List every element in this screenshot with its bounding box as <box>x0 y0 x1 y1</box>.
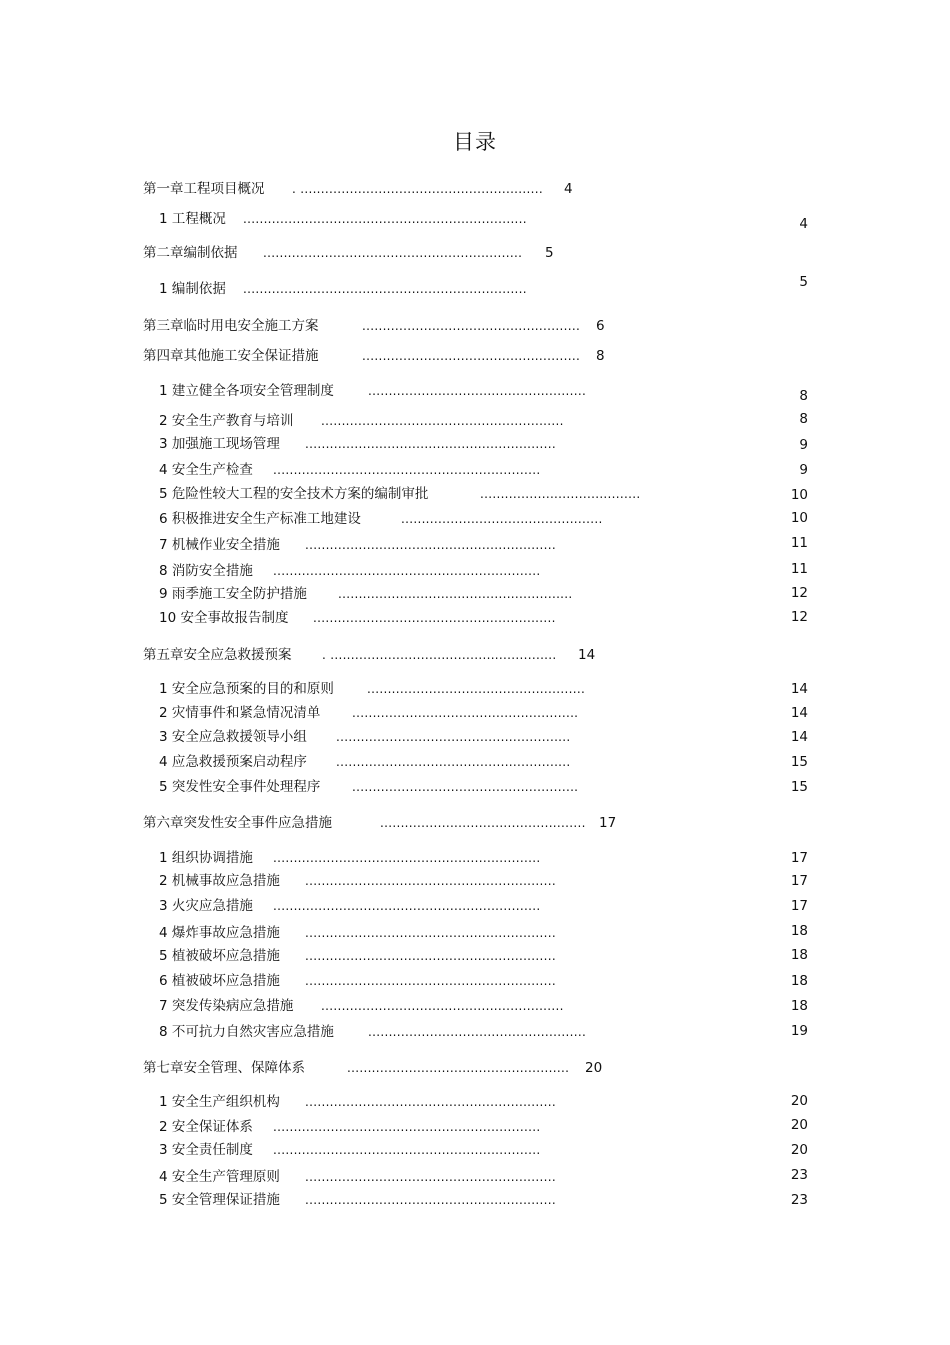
toc-dot-leader: ..................................................... <box>362 319 581 333</box>
toc-page-number: 10 <box>790 487 808 503</box>
toc-page-number: 18 <box>790 923 808 939</box>
toc-page-number: 8 <box>596 348 605 364</box>
toc-page-number: 5 <box>545 245 554 261</box>
toc-section-entry <box>0 1141 950 1159</box>
toc-page-number: 18 <box>790 998 808 1014</box>
toc-section-entry <box>0 1168 950 1186</box>
toc-entry-label: 第四章其他施工安全保证措施 <box>143 348 319 364</box>
toc-dot-leader: ............................................................. <box>305 1170 556 1184</box>
toc-section-entry <box>0 585 950 603</box>
toc-dot-leader: ......................................................... <box>338 587 573 601</box>
toc-section-entry <box>0 947 950 965</box>
toc-page-number: 8 <box>799 388 808 404</box>
toc-entry-label: 10 安全事故报告制度 <box>159 610 289 626</box>
toc-dot-leader: ..................................................................... <box>243 282 527 296</box>
toc-dot-leader: ................................................................. <box>273 851 541 865</box>
toc-dot-leader: ................................................. <box>401 512 603 526</box>
toc-section-entry <box>0 210 950 232</box>
toc-section-entry <box>0 461 950 479</box>
toc-section-entry <box>0 536 950 554</box>
toc-section-entry <box>0 609 950 627</box>
toc-entry-label: 1 编制依据 <box>159 281 226 297</box>
toc-section-entry <box>0 1191 950 1209</box>
toc-chapter-entry <box>0 646 950 664</box>
toc-dot-leader: .................................................. <box>380 816 586 830</box>
toc-dot-leader: ............................................................... <box>263 246 523 260</box>
toc-chapter-entry <box>0 244 950 262</box>
toc-entry-label: 5 危险性较大工程的安全技术方案的编制审批 <box>159 486 429 502</box>
toc-section-entry <box>0 924 950 942</box>
toc-section-entry <box>0 510 950 528</box>
toc-dot-leader: ................................................................. <box>273 1120 541 1134</box>
toc-entry-label: 1 建立健全各项安全管理制度 <box>159 383 334 399</box>
toc-section-entry <box>0 412 950 430</box>
toc-entry-label: 第七章安全管理、保障体系 <box>143 1060 305 1076</box>
toc-section-entry <box>0 753 950 771</box>
toc-dot-leader: ................................................................. <box>273 463 541 477</box>
toc-chapter-entry <box>0 317 950 335</box>
page-title: 目录 <box>453 130 497 154</box>
toc-section-entry <box>0 872 950 890</box>
toc-entry-label: 第三章临时用电安全施工方案 <box>143 318 319 334</box>
toc-dot-leader: ..................................................... <box>368 384 587 398</box>
toc-page-number: 18 <box>790 973 808 989</box>
toc-dot-leader: ................................................................. <box>273 564 541 578</box>
toc-dot-leader: ....................................................... <box>352 706 579 720</box>
toc-entry-label: 第五章安全应急救援预案 <box>143 647 292 663</box>
toc-section-entry <box>0 435 950 453</box>
toc-entry-label: 3 安全责任制度 <box>159 1142 253 1158</box>
toc-page-number: 20 <box>790 1093 808 1109</box>
toc-section-entry <box>0 849 950 867</box>
toc-section-entry <box>0 897 950 915</box>
toc-dot-leader: ............................................................. <box>305 974 556 988</box>
toc-dot-leader: ........................................................... <box>313 611 556 625</box>
toc-dot-leader: ......................................................... <box>336 755 571 769</box>
toc-page-number: 20 <box>790 1142 808 1158</box>
toc-entry-label: 4 安全生产检查 <box>159 462 253 478</box>
toc-page-number: 11 <box>790 561 808 577</box>
toc-entry-label: 2 安全生产教育与培训 <box>159 413 294 429</box>
toc-entry-label: 1 安全应急预案的目的和原则 <box>159 681 334 697</box>
toc-entry-label: 4 安全生产管理原则 <box>159 1169 280 1185</box>
toc-entry-label: 5 突发性安全事件处理程序 <box>159 779 321 795</box>
toc-page-number: 9 <box>799 437 808 453</box>
toc-page-number: 14 <box>790 705 808 721</box>
toc-page-number: 23 <box>790 1167 808 1183</box>
toc-page-number: 15 <box>790 754 808 770</box>
toc-section-entry <box>0 485 950 503</box>
toc-dot-leader: ........................................................... <box>321 999 564 1013</box>
toc-entry-label: 4 应急救援预案启动程序 <box>159 754 307 770</box>
toc-dot-leader: . ........................................................... <box>292 182 543 196</box>
toc-page-number: 11 <box>790 535 808 551</box>
toc-dot-leader: ............................................................. <box>305 874 556 888</box>
toc-page-number: 4 <box>564 181 573 197</box>
toc-page-number: 20 <box>790 1117 808 1133</box>
toc-chapter-entry <box>0 347 950 365</box>
toc-entry-label: 3 火灾应急措施 <box>159 898 253 914</box>
toc-chapter-entry <box>0 180 950 198</box>
toc-dot-leader: ................................................................. <box>273 1143 541 1157</box>
toc-section-entry <box>0 778 950 796</box>
toc-section-entry <box>0 562 950 580</box>
toc-page-number: 18 <box>790 947 808 963</box>
toc-page-number: 15 <box>790 779 808 795</box>
toc-section-entry <box>0 972 950 990</box>
toc-dot-leader: ........................................................... <box>321 414 564 428</box>
toc-dot-leader: ............................................................. <box>305 949 556 963</box>
toc-entry-label: 6 植被破坏应急措施 <box>159 973 280 989</box>
toc-dot-leader: ............................................................. <box>305 538 556 552</box>
toc-chapter-entry <box>0 1059 950 1077</box>
toc-dot-leader: ............................................................. <box>305 1095 556 1109</box>
toc-entry-label: 第二章编制依据 <box>143 245 238 261</box>
toc-page-number: 5 <box>799 274 808 290</box>
toc-entry-label: 3 加强施工现场管理 <box>159 436 280 452</box>
toc-section-entry <box>0 382 950 404</box>
toc-entry-label: 9 雨季施工安全防护措施 <box>159 586 307 602</box>
toc-section-entry <box>0 274 950 298</box>
toc-page-number: 12 <box>790 585 808 601</box>
toc-entry-label: 第六章突发性安全事件应急措施 <box>143 815 332 831</box>
toc-page-number: 20 <box>585 1060 603 1076</box>
toc-dot-leader: ..................................................... <box>368 1025 587 1039</box>
toc-entry-label: 6 积极推进安全生产标准工地建设 <box>159 511 361 527</box>
toc-dot-leader: ..................................................................... <box>243 212 527 226</box>
toc-section-entry <box>0 728 950 746</box>
toc-dot-leader: ..................................................... <box>367 682 586 696</box>
toc-dot-leader: ..................................................... <box>362 349 581 363</box>
toc-section-entry <box>0 680 950 698</box>
toc-entry-label: 7 突发传染病应急措施 <box>159 998 294 1014</box>
toc-entry-label: 8 消防安全措施 <box>159 563 253 579</box>
toc-page-number: 17 <box>790 873 808 889</box>
toc-dot-leader: ............................................................. <box>305 1193 556 1207</box>
toc-entry-label: 2 机械事故应急措施 <box>159 873 280 889</box>
toc-dot-leader: ................................................................. <box>273 899 541 913</box>
toc-entry-label: 2 灾情事件和紧急情况清单 <box>159 705 321 721</box>
toc-dot-leader: . ....................................................... <box>322 648 557 662</box>
toc-page-number: 14 <box>790 729 808 745</box>
toc-page-number: 19 <box>790 1023 808 1039</box>
toc-entry-label: 4 爆炸事故应急措施 <box>159 925 280 941</box>
toc-dot-leader: ...................................................... <box>347 1061 570 1075</box>
toc-dot-leader: ......................................................... <box>336 730 571 744</box>
toc-page-number: 4 <box>799 216 808 232</box>
toc-page-number: 6 <box>596 318 605 334</box>
toc-page-number: 23 <box>790 1192 808 1208</box>
toc-entry-label: 8 不可抗力自然灾害应急措施 <box>159 1024 334 1040</box>
toc-page-number: 12 <box>790 609 808 625</box>
toc-entry-label: 5 植被破坏应急措施 <box>159 948 280 964</box>
toc-section-entry <box>0 1093 950 1111</box>
toc-dot-leader: ............................................................. <box>305 926 556 940</box>
toc-page-number: 17 <box>599 815 617 831</box>
toc-entry-label: 第一章工程项目概况 <box>143 181 265 197</box>
toc-dot-leader: ....................................................... <box>352 780 579 794</box>
toc-entry-label: 1 安全生产组织机构 <box>159 1094 280 1110</box>
toc-dot-leader: ............................................................. <box>305 437 556 451</box>
toc-entry-label: 2 安全保证体系 <box>159 1119 253 1135</box>
toc-entry-label: 5 安全管理保证措施 <box>159 1192 280 1208</box>
toc-entry-label: 1 组织协调措施 <box>159 850 253 866</box>
toc-section-entry <box>0 1023 950 1041</box>
toc-section-entry <box>0 704 950 722</box>
toc-dot-leader: ....................................... <box>480 487 641 501</box>
toc-page-number: 17 <box>790 898 808 914</box>
toc-entry-label: 1 工程概况 <box>159 211 226 227</box>
toc-entry-label: 7 机械作业安全措施 <box>159 537 280 553</box>
toc-page-number: 8 <box>799 411 808 427</box>
toc-page-number: 9 <box>799 462 808 478</box>
toc-page-number: 17 <box>790 850 808 866</box>
toc-section-entry <box>0 997 950 1015</box>
toc-page-number: 14 <box>790 681 808 697</box>
toc-page-number: 14 <box>578 647 596 663</box>
toc-page-number: 10 <box>790 510 808 526</box>
toc-section-entry <box>0 1118 950 1136</box>
toc-entry-label: 3 安全应急救援领导小组 <box>159 729 307 745</box>
toc-chapter-entry <box>0 814 950 832</box>
